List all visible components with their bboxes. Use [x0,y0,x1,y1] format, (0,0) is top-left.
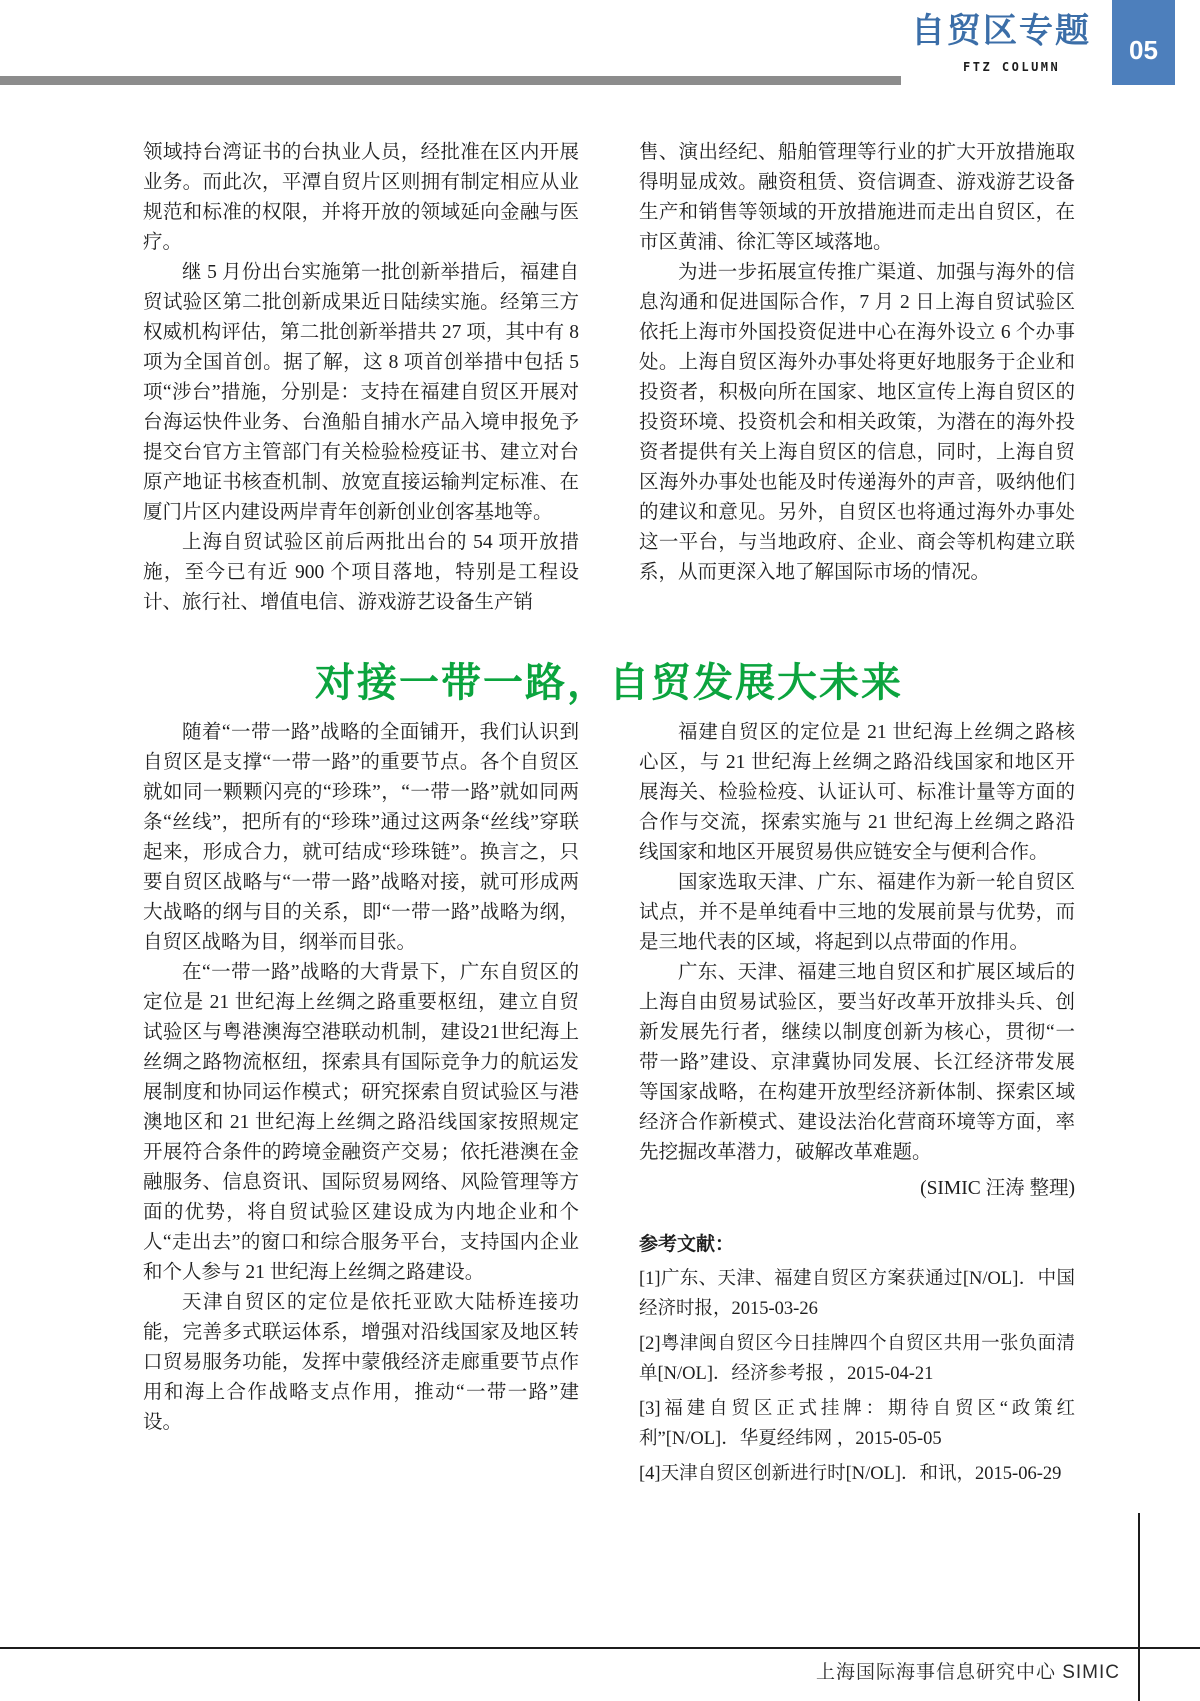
paragraph: 售、演出经纪、船舶管理等行业的扩大开放措施取得明显成效。融资租赁、资信调查、游戏游艺设备生产和销售等领域的开放措施进而走出自贸区，在市区黄浦、徐汇等区域落地。 [639,142,1075,253]
header-rule [0,76,901,85]
reference-item: [4]天津自贸区创新进行时[N/OL]．和讯，2015-06-29 [639,1464,1062,1484]
references [639,1230,1075,1489]
paragraph: 国家选取天津、广东、福建作为新一轮自贸区试点，并不是单纯看中三地的发展前景与优势，而是三地代表的区域，将起到以点带面的作用。 [639,872,1075,953]
paragraph: 广东、天津、福建三地自贸区和扩展区域后的上海自由贸易试验区，要当好改革开放排头兵、创新发展先行者，继续以制度创新为核心，贯彻“一带一路”建设、京津冀协同发展、长江经济带发展等国家战略，在构建开放型经济新体制、探索区域经济合作新模式、建设法治化营商环境等方面，率先挖掘改革潜力，破解改革难题。 [639,962,1075,1163]
paragraph: 为进一步拓展宣传推广渠道、加强与海外的信息沟通和促进国际合作，7 月 2 日上海自贸试验区依托上海市外国投资促进中心在海外设立 6 个办事处。上海自贸区海外办事处将更好地服务于企业和投资者，积极向所在国家、地区宣传上海自贸区的投资环境、投资机会和相关政策，为潜在的海外投资者提供有关上海自贸区的信息，同时，上海自贸区海外办事处也能及时传递海外的声音，吸纳他们的建议和意见。另外，自贸区也将通过海外办事处这一平台，与当地政府、企业、商会等机构建立联系，从而更深入地了解国际市场的情况。 [639,262,1075,583]
paragraph: 在“一带一路”战略的大背景下，广东自贸区的定位是 21 世纪海上丝绸之路重要枢纽，建立自贸试验区与粤港澳海空港联动机制，建设21世纪海上丝绸之路物流枢纽，探索具有国际竞争力的航运发展制度和协同运作模式；研究探索自贸试验区与港澳地区和 21 世纪海上丝绸之路沿线国家按照规定开展符合条件的跨境金融资产交易；依托港澳在金融服务、信息资讯、国际贸易网络、风险管理等方面的优势，将自贸试验区建设成为内地企业和个人“走出去”的窗口和综合服务平台，支持国内企业和个人参与 21 世纪海上丝绸之路建设。 [143,962,579,1283]
column-title: 自贸区专题 [911,12,1091,50]
page-number-badge: 05 [1112,0,1175,85]
paragraph: 福建自贸区的定位是 21 世纪海上丝绸之路核心区，与 21 世纪海上丝绸之路沿线国家和地区开展海关、检验检疫、认证认可、标准计量等方面的合作与交流，探索实施与 21 世纪海上丝绸之路沿线国家和地区开展贸易供应链安全与便利合作。 [639,722,1075,863]
reference-item: [2]粤津闽自贸区今日挂牌四个自贸区共用一张负面清单[N/OL]．经济参考报 ，2015-04-21 [639,1334,1075,1384]
footer-vertical-rule [1138,1513,1140,1701]
byline: (SIMIC 汪涛 整理) [920,1178,1075,1199]
reference-item: [3]福建自贸区正式挂牌：期待自贸区“政策红利”[N/OL]．华夏经纬网 ，2015-05-05 [639,1399,1075,1449]
paragraph: 随着“一带一路”战略的全面铺开，我们认识到自贸区是支撑“一带一路”的重要节点。各个自贸区就如同一颗颗闪亮的“珍珠”，“一带一路”就如同两条“丝线”，把所有的“珍珠”通过这两条“丝线”穿联起来，形成合力，就可结成“珍珠链”。换言之，只要自贸区战略与“一带一路”战略对接，就可形成两大战略的纲与目的关系，即“一带一路”战略为纲，自贸区战略为目，纲举而目张。 [143,722,579,953]
article2-left-column [143,718,579,1494]
column-subtitle: FTZ COLUMN [963,60,1061,74]
reference-item: [1]广东、天津、福建自贸区方案获通过[N/OL]．中国经济时报，2015-03-26 [639,1269,1075,1319]
paragraph: 继 5 月份出台实施第一批创新举措后，福建自贸试验区第二批创新成果近日陆续实施。经第三方权威机构评估，第二批创新举措共 27 项，其中有 8 项为全国首创。据了解，这 8 项首创举措中包括 5 项“涉台”措施，分别是：支持在福建自贸区开展对台海运快件业务、台渔船自捕水产品入境申报免予提交台官方主管部门有关检验检疫证书、建立对台原产地证书核查机制、放宽直接运输判定标准、在厦门片区内建设两岸青年创新创业创客基地等。 [143,262,579,523]
article1-right-column [639,138,1075,650]
paragraph: 上海自贸试验区前后两批出台的 54 项开放措施，至今已有近 900 个项目落地，特别是工程设计、旅行社、增值电信、游戏游艺设备生产销 [143,532,579,613]
footer-publisher: 上海国际海事信息研究中心 SIMIC [815,1662,1120,1683]
article-title: 对接一带一路，自贸发展大未来 [315,661,903,705]
references-heading: 参考文献： [639,1234,735,1255]
paragraph: 领域持台湾证书的台执业人员，经批准在区内开展业务。而此次，平潭自贸片区则拥有制定相应从业规范和标准的权限，并将开放的领域延向金融与医疗。 [143,142,579,253]
article-1 [143,138,1075,650]
article2-right-column [639,718,1075,1494]
paragraph: 天津自贸区的定位是依托亚欧大陆桥连接功能，完善多式联运体系，增强对沿线国家及地区转口贸易服务功能，发挥中蒙俄经济走廊重要节点作用和海上合作战略支点作用，推动“一带一路”建设。 [143,1292,579,1433]
article1-left-column [143,138,579,650]
article-2 [143,718,1075,1494]
page-content [143,138,1075,1494]
footer-rule [0,1647,1200,1649]
